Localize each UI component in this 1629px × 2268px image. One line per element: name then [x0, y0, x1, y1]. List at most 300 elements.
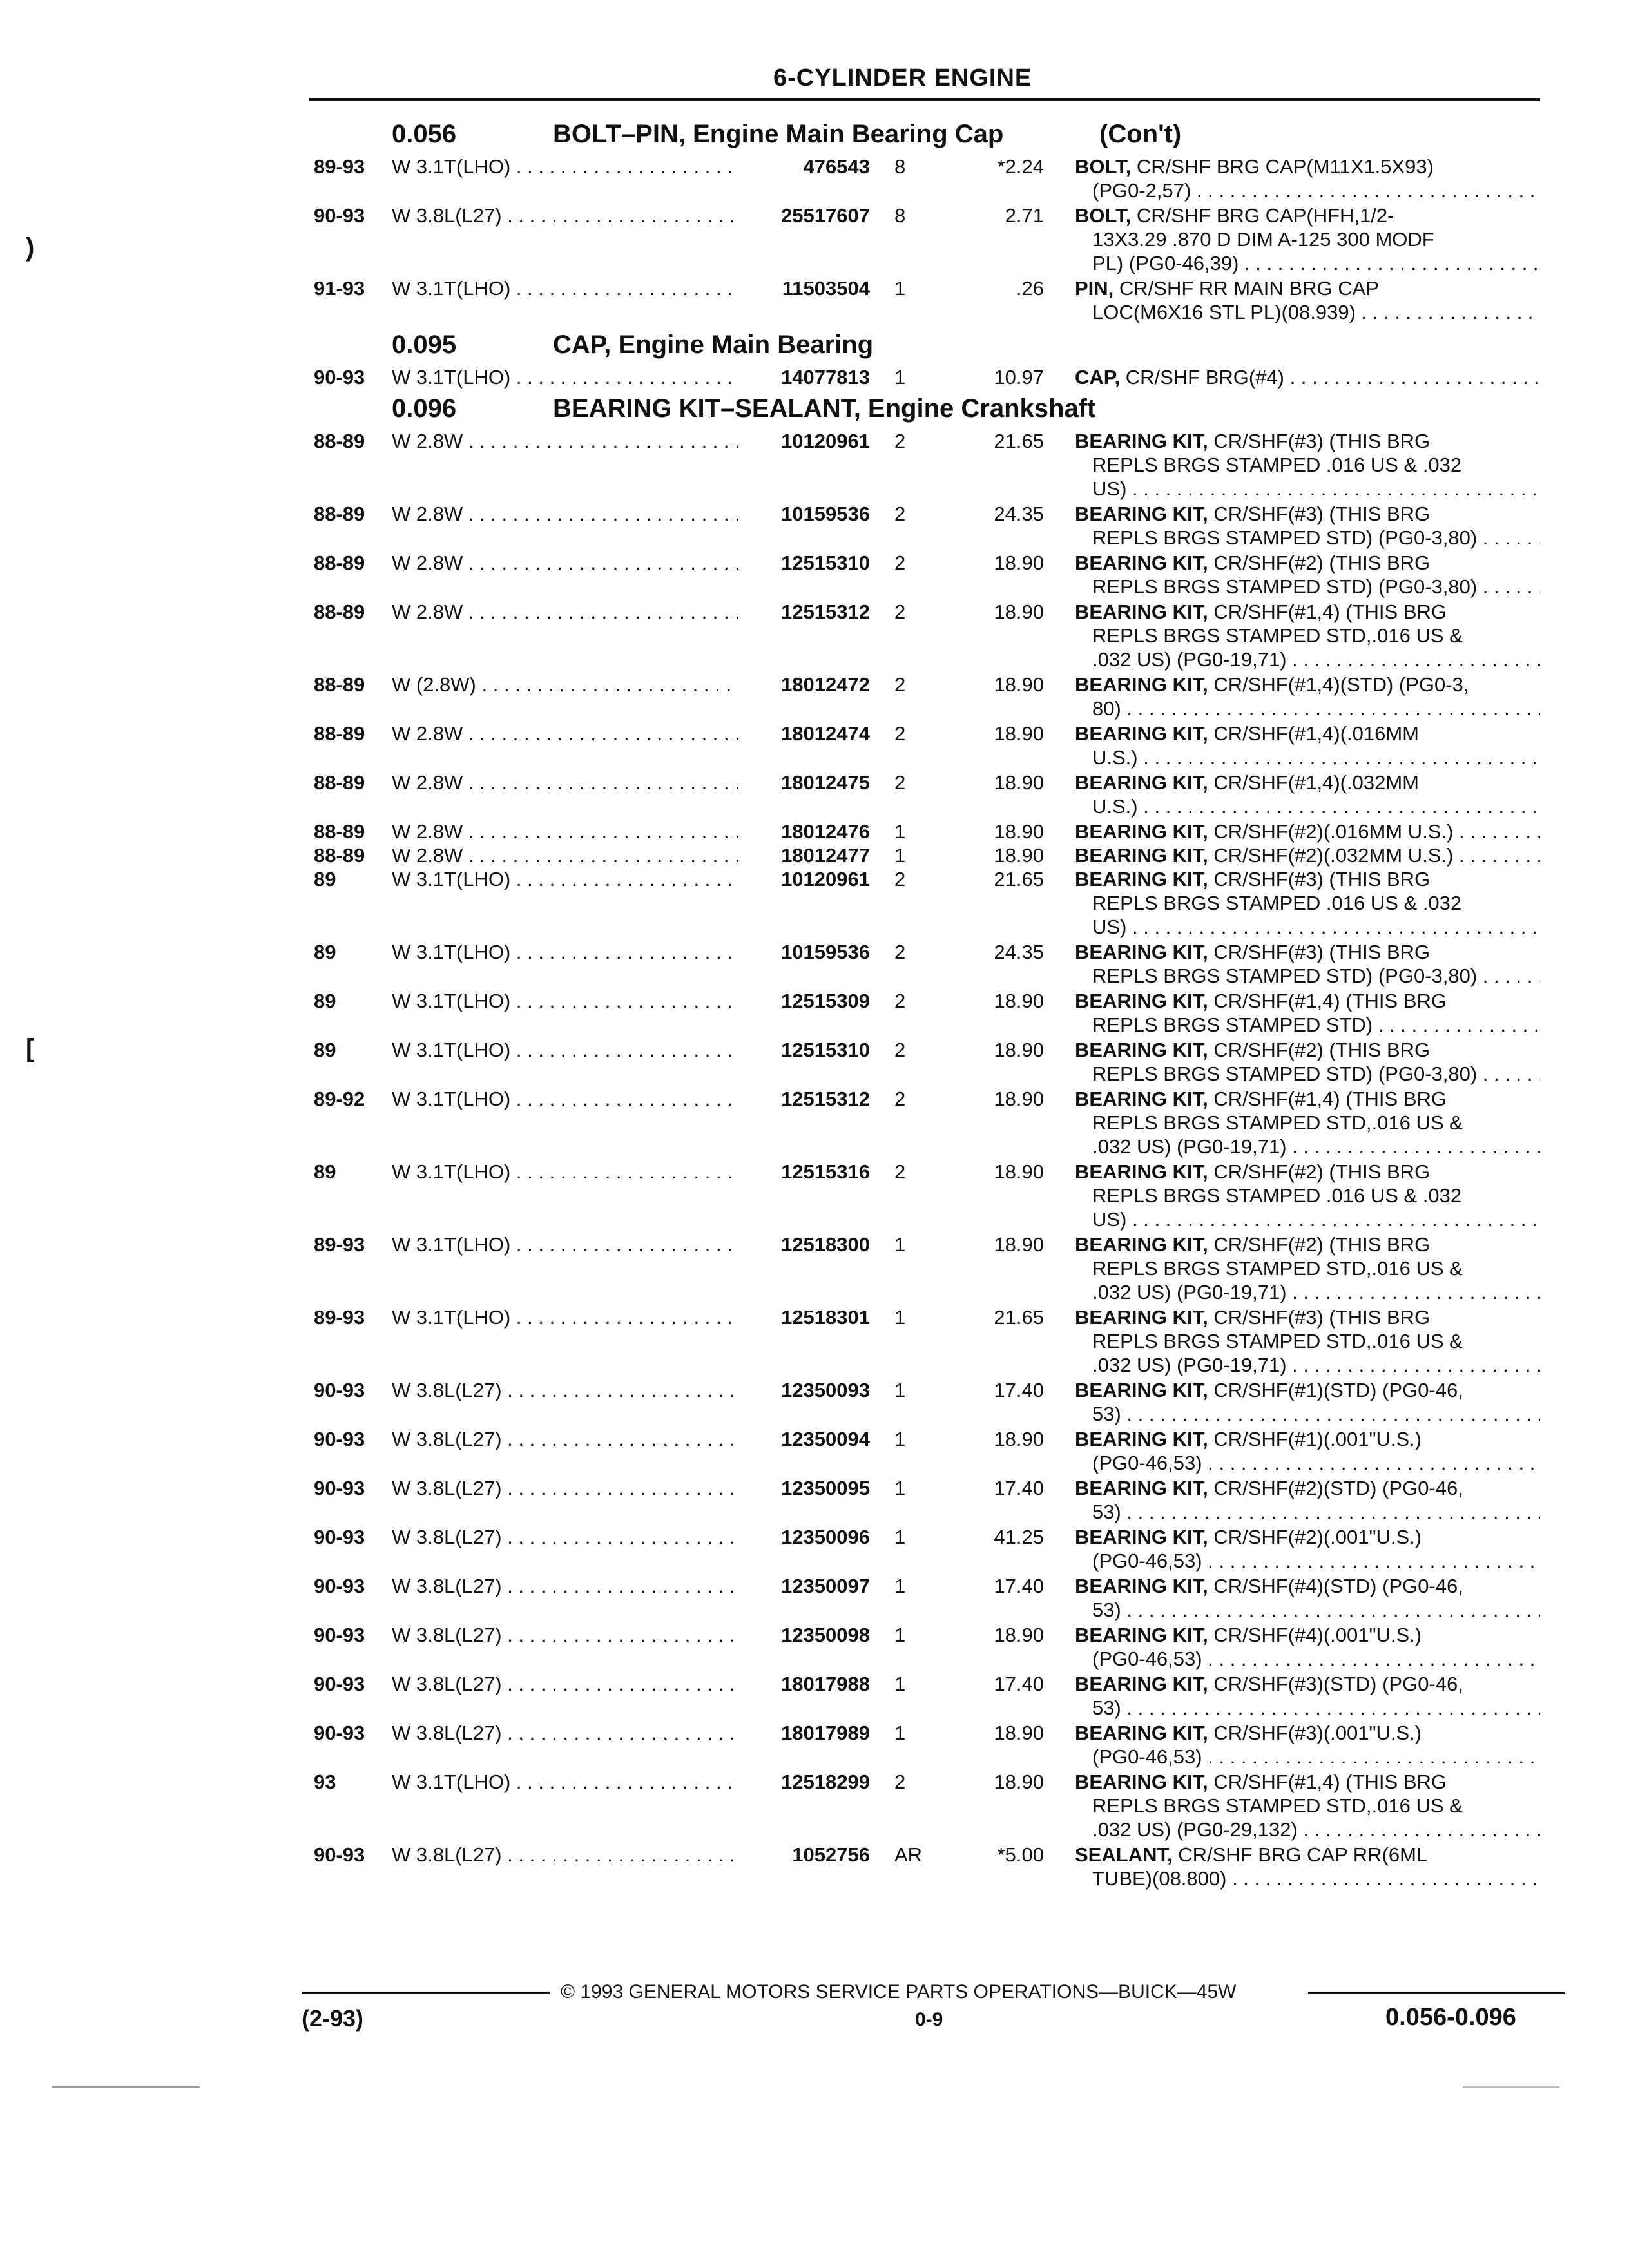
- model-year: 90-93: [314, 1575, 365, 1597]
- part-number: 18012474: [781, 722, 870, 745]
- description-keyword: PIN,: [1075, 277, 1114, 300]
- description-line: 13X3.29 .870 D DIM A-125 300 MODF: [1092, 228, 1434, 251]
- scan-smudge: [52, 2086, 200, 2088]
- model-year: 90-93: [314, 366, 365, 389]
- part-description: [1075, 1160, 1540, 1231]
- description-line: BEARING KIT, CR/SHF(#2) (THIS BRG: [1075, 1233, 1431, 1256]
- description-keyword: BEARING KIT,: [1075, 1526, 1208, 1548]
- vehicle-model: W 3.1T(LHO) . . .: [392, 1770, 738, 1794]
- vehicle-model: W 2.8W . . .: [392, 820, 738, 843]
- section-number: 0.056: [392, 120, 457, 148]
- description-line: BEARING KIT, CR/SHF(#3) (THIS BRG: [1075, 430, 1431, 452]
- part-description: [1075, 365, 1540, 389]
- quantity: 2: [894, 771, 906, 794]
- model-year: 88-89: [314, 601, 365, 623]
- quantity: 1: [894, 1673, 906, 1695]
- model-year: 91-93: [314, 277, 365, 300]
- part-number: 10159536: [781, 503, 870, 525]
- part-number: 12350098: [781, 1624, 870, 1646]
- part-number: 18012475: [781, 771, 870, 794]
- part-description: [1075, 1574, 1540, 1622]
- list-price: 18.90: [994, 1088, 1044, 1110]
- description-line: LOC(M6X16 STL PL)(08.939) . . .: [1075, 300, 1540, 324]
- description-keyword: BEARING KIT,: [1075, 990, 1208, 1012]
- list-price: 17.40: [994, 1477, 1044, 1499]
- description-line: 53) . . .: [1075, 1402, 1540, 1426]
- model-year: 90-93: [314, 1843, 365, 1866]
- vehicle-model: W 2.8W . . .: [392, 722, 738, 745]
- vehicle-model: W 2.8W . . .: [392, 771, 738, 794]
- model-year: 89-93: [314, 155, 365, 178]
- part-description: [1075, 771, 1540, 818]
- list-price: .26: [1016, 277, 1044, 300]
- description-line: .032 US) (PG0-19,71) . . .: [1075, 1280, 1540, 1304]
- vehicle-model: W 3.8L(L27) . . .: [392, 1721, 738, 1745]
- part-number: 12515312: [781, 601, 870, 623]
- part-description: [1075, 600, 1540, 671]
- description-line: REPLS BRGS STAMPED STD) (PG0-3,80) . . .: [1075, 526, 1540, 550]
- list-price: 24.35: [994, 503, 1044, 525]
- vehicle-model: W 3.1T(LHO) . . .: [392, 155, 738, 178]
- description-line: REPLS BRGS STAMPED .016 US & .032: [1092, 1184, 1462, 1207]
- description-keyword: BEARING KIT,: [1075, 722, 1208, 745]
- quantity: 1: [894, 1477, 906, 1499]
- description-line: BEARING KIT, CR/SHF(#2) (THIS BRG: [1075, 1160, 1431, 1183]
- model-year: 88-89: [314, 552, 365, 574]
- model-year: 89-93: [314, 1306, 365, 1329]
- description-line: BEARING KIT, CR/SHF(#2)(STD) (PG0-46,: [1075, 1477, 1463, 1499]
- quantity: 2: [894, 430, 906, 452]
- vehicle-model: W 3.1T(LHO) . . .: [392, 989, 738, 1013]
- description-line: BEARING KIT, CR/SHF(#3) (THIS BRG: [1075, 503, 1431, 525]
- model-year: 90-93: [314, 1379, 365, 1401]
- part-description: [1075, 843, 1540, 867]
- description-keyword: BEARING KIT,: [1075, 771, 1208, 794]
- part-description: [1075, 989, 1540, 1037]
- description-line: BEARING KIT, CR/SHF(#3)(.001"U.S.): [1075, 1722, 1422, 1744]
- footer-page-number: 0-9: [915, 2009, 943, 2030]
- vehicle-model: W 2.8W . . .: [392, 429, 738, 453]
- list-price: 18.90: [994, 820, 1044, 843]
- quantity: 1: [894, 844, 906, 867]
- description-line: .032 US) (PG0-29,132) . . .: [1075, 1818, 1540, 1841]
- part-description: [1075, 502, 1540, 550]
- part-number: 14077813: [781, 366, 870, 389]
- model-year: 90-93: [314, 1624, 365, 1646]
- quantity: 1: [894, 1306, 906, 1329]
- part-number: 12350094: [781, 1428, 870, 1450]
- quantity: 2: [894, 722, 906, 745]
- description-line: BEARING KIT, CR/SHF(#2)(.016MM U.S.) . . .: [1075, 820, 1540, 843]
- vehicle-model: W 3.1T(LHO) . . .: [392, 365, 738, 389]
- description-line: REPLS BRGS STAMPED .016 US & .032: [1092, 892, 1462, 914]
- part-description: [1075, 1476, 1540, 1524]
- part-description: [1075, 276, 1540, 324]
- description-line: REPLS BRGS STAMPED STD,.016 US &: [1092, 624, 1463, 647]
- model-year: 90-93: [314, 1673, 365, 1695]
- description-line: (PG0-2,57) . . .: [1075, 178, 1540, 202]
- description-line: (PG0-46,53) . . .: [1075, 1647, 1540, 1671]
- description-keyword: BEARING KIT,: [1075, 1039, 1208, 1061]
- quantity: 1: [894, 1526, 906, 1548]
- description-line: REPLS BRGS STAMPED STD) (PG0-3,80) . . .: [1075, 964, 1540, 988]
- part-number: 12515310: [781, 552, 870, 574]
- description-line: BEARING KIT, CR/SHF(#3) (THIS BRG: [1075, 941, 1431, 963]
- list-price: 21.65: [994, 430, 1044, 452]
- description-line: BEARING KIT, CR/SHF(#1,4)(.032MM: [1075, 771, 1419, 794]
- part-number: 12518300: [781, 1233, 870, 1256]
- quantity: AR: [894, 1843, 923, 1866]
- vehicle-model: W 3.8L(L27) . . .: [392, 1476, 738, 1500]
- vehicle-model: W 3.1T(LHO) . . .: [392, 940, 738, 964]
- description-keyword: BOLT,: [1075, 204, 1132, 227]
- list-price: *2.24: [997, 155, 1044, 178]
- quantity: 8: [894, 204, 906, 227]
- quantity: 2: [894, 990, 906, 1012]
- description-line: 53) . . .: [1075, 1500, 1540, 1524]
- description-line: BEARING KIT, CR/SHF(#2)(.032MM U.S.) . . .: [1075, 843, 1540, 867]
- vehicle-model: W 3.8L(L27) . . .: [392, 1843, 738, 1867]
- description-line: (PG0-46,53) . . .: [1075, 1549, 1540, 1573]
- description-line: BEARING KIT, CR/SHF(#1,4)(STD) (PG0-3,: [1075, 673, 1469, 696]
- part-description: [1075, 1427, 1540, 1475]
- part-description: [1075, 1721, 1540, 1769]
- part-number: 12518301: [781, 1306, 870, 1329]
- vehicle-model: W 3.8L(L27) . . .: [392, 1427, 738, 1451]
- part-description: [1075, 1843, 1540, 1890]
- description-keyword: BEARING KIT,: [1075, 820, 1208, 843]
- description-line: REPLS BRGS STAMPED .016 US & .032: [1092, 454, 1462, 476]
- description-keyword: BEARING KIT,: [1075, 1379, 1208, 1401]
- list-price: 18.90: [994, 1039, 1044, 1061]
- description-line: CAP, CR/SHF BRG(#4) . . .: [1075, 365, 1540, 389]
- quantity: 2: [894, 601, 906, 623]
- part-number: 25517607: [781, 204, 870, 227]
- part-description: [1075, 1378, 1540, 1426]
- section-number: 0.095: [392, 331, 457, 359]
- description-line: BEARING KIT, CR/SHF(#1)(STD) (PG0-46,: [1075, 1379, 1463, 1401]
- description-line: 53) . . .: [1075, 1598, 1540, 1622]
- vehicle-model: W 3.1T(LHO) . . .: [392, 276, 738, 300]
- model-year: 88-89: [314, 771, 365, 794]
- description-line: US) . . .: [1075, 915, 1540, 939]
- description-line: BEARING KIT, CR/SHF(#3)(STD) (PG0-46,: [1075, 1673, 1463, 1695]
- description-keyword: BEARING KIT,: [1075, 1428, 1208, 1450]
- part-number: 12350093: [781, 1379, 870, 1401]
- quantity: 2: [894, 1771, 906, 1793]
- list-price: 17.40: [994, 1379, 1044, 1401]
- description-line: REPLS BRGS STAMPED STD) . . .: [1075, 1013, 1540, 1037]
- scan-smudge: [1463, 2086, 1559, 2088]
- part-number: 18012472: [781, 673, 870, 696]
- description-keyword: BEARING KIT,: [1075, 1160, 1208, 1183]
- list-price: 18.90: [994, 1722, 1044, 1744]
- vehicle-model: W 3.1T(LHO) . . .: [392, 1087, 738, 1111]
- vehicle-model: W 3.8L(L27) . . .: [392, 1574, 738, 1598]
- quantity: 2: [894, 941, 906, 963]
- description-keyword: BEARING KIT,: [1075, 1624, 1208, 1646]
- list-price: 41.25: [994, 1526, 1044, 1548]
- model-year: 88-89: [314, 503, 365, 525]
- vehicle-model: W 2.8W . . .: [392, 502, 738, 526]
- description-line: PL) (PG0-46,39) . . .: [1075, 251, 1540, 275]
- description-line: .032 US) (PG0-19,71) . . .: [1075, 1135, 1540, 1158]
- vehicle-model: W 2.8W . . .: [392, 600, 738, 624]
- model-year: 88-89: [314, 820, 365, 843]
- description-keyword: BEARING KIT,: [1075, 1306, 1208, 1329]
- quantity: 2: [894, 868, 906, 890]
- model-year: 89-92: [314, 1088, 365, 1110]
- part-description: [1075, 940, 1540, 988]
- description-keyword: BEARING KIT,: [1075, 1673, 1208, 1695]
- description-keyword: BEARING KIT,: [1075, 1233, 1208, 1256]
- part-description: [1075, 722, 1540, 769]
- model-year: 89: [314, 1039, 336, 1061]
- description-line: U.S.) . . .: [1075, 745, 1540, 769]
- part-description: [1075, 551, 1540, 599]
- quantity: 1: [894, 1722, 906, 1744]
- part-description: [1075, 820, 1540, 843]
- description-line: REPLS BRGS STAMPED STD,.016 US &: [1092, 1111, 1463, 1134]
- description-line: TUBE)(08.800) . . .: [1075, 1867, 1540, 1890]
- list-price: 18.90: [994, 1624, 1044, 1646]
- description-line: .032 US) (PG0-19,71) . . .: [1075, 648, 1540, 671]
- margin-mark: ): [26, 233, 35, 262]
- vehicle-model: W 3.1T(LHO) . . .: [392, 1160, 738, 1184]
- description-line: BEARING KIT, CR/SHF(#3) (THIS BRG: [1075, 868, 1431, 890]
- part-description: [1075, 867, 1540, 939]
- vehicle-model: W 3.1T(LHO) . . .: [392, 1233, 738, 1256]
- vehicle-model: W 3.8L(L27) . . .: [392, 1378, 738, 1402]
- description-keyword: BEARING KIT,: [1075, 1088, 1208, 1110]
- description-keyword: BEARING KIT,: [1075, 601, 1208, 623]
- vehicle-model: W 3.1T(LHO) . . .: [392, 1305, 738, 1329]
- part-number: 18012477: [781, 844, 870, 867]
- part-description: [1075, 1038, 1540, 1086]
- description-line: BOLT, CR/SHF BRG CAP(HFH,1/2-: [1075, 204, 1394, 227]
- footer-rule-left: [302, 1992, 550, 1994]
- model-year: 88-89: [314, 722, 365, 745]
- model-year: 90-93: [314, 1526, 365, 1548]
- description-line: PIN, CR/SHF RR MAIN BRG CAP: [1075, 277, 1379, 300]
- model-year: 89-93: [314, 1233, 365, 1256]
- model-year: 89: [314, 990, 336, 1012]
- footer-rule-right: [1308, 1992, 1565, 1994]
- part-description: [1075, 1087, 1540, 1158]
- description-line: REPLS BRGS STAMPED STD,.016 US &: [1092, 1257, 1463, 1280]
- section-continued: (Con't): [1099, 120, 1182, 148]
- description-keyword: BEARING KIT,: [1075, 1722, 1208, 1744]
- section-title: BEARING KIT–SEALANT, Engine Crankshaft: [553, 394, 1096, 423]
- description-keyword: BEARING KIT,: [1075, 430, 1208, 452]
- quantity: 1: [894, 277, 906, 300]
- list-price: 2.71: [1005, 204, 1044, 227]
- description-line: SEALANT, CR/SHF BRG CAP RR(6ML: [1075, 1843, 1428, 1866]
- vehicle-model: W 3.8L(L27) . . .: [392, 1525, 738, 1549]
- description-line: U.S.) . . .: [1075, 794, 1540, 818]
- model-year: 88-89: [314, 844, 365, 867]
- vehicle-model: W 3.1T(LHO) . . .: [392, 867, 738, 891]
- part-number: 10120961: [781, 430, 870, 452]
- margin-mark: [: [26, 1034, 35, 1062]
- description-keyword: BOLT,: [1075, 155, 1132, 178]
- part-number: 18012476: [781, 820, 870, 843]
- model-year: 90-93: [314, 1477, 365, 1499]
- description-line: BEARING KIT, CR/SHF(#1,4)(.016MM: [1075, 722, 1419, 745]
- header-rule: [309, 98, 1540, 101]
- part-number: 12350095: [781, 1477, 870, 1499]
- description-line: (PG0-46,53) . . .: [1075, 1451, 1540, 1475]
- quantity: 2: [894, 673, 906, 696]
- list-price: 18.90: [994, 1428, 1044, 1450]
- list-price: 18.90: [994, 1160, 1044, 1183]
- part-description: [1075, 1672, 1540, 1720]
- list-price: 24.35: [994, 941, 1044, 963]
- model-year: 90-93: [314, 1722, 365, 1744]
- quantity: 1: [894, 366, 906, 389]
- description-line: BOLT, CR/SHF BRG CAP(M11X1.5X93): [1075, 155, 1434, 178]
- part-description: [1075, 1770, 1540, 1841]
- list-price: 18.90: [994, 1771, 1044, 1793]
- model-year: 93: [314, 1771, 336, 1793]
- part-description: [1075, 429, 1540, 501]
- vehicle-model: W 3.8L(L27) . . .: [392, 1672, 738, 1696]
- description-keyword: BEARING KIT,: [1075, 673, 1208, 696]
- model-year: 90-93: [314, 1428, 365, 1450]
- part-description: [1075, 1233, 1540, 1304]
- description-line: (PG0-46,53) . . .: [1075, 1745, 1540, 1769]
- quantity: 1: [894, 820, 906, 843]
- description-line: US) . . .: [1075, 477, 1540, 501]
- model-year: 89: [314, 941, 336, 963]
- description-keyword: SEALANT,: [1075, 1843, 1173, 1866]
- footer-date: (2-93): [302, 2005, 364, 2032]
- description-line: BEARING KIT, CR/SHF(#1,4) (THIS BRG: [1075, 601, 1447, 623]
- description-line: .032 US) (PG0-19,71) . . .: [1075, 1353, 1540, 1377]
- vehicle-model: W 3.1T(LHO) . . .: [392, 1038, 738, 1062]
- part-number: 10159536: [781, 941, 870, 963]
- quantity: 2: [894, 503, 906, 525]
- description-keyword: BEARING KIT,: [1075, 1575, 1208, 1597]
- part-number: 476543: [803, 155, 870, 178]
- quantity: 2: [894, 1088, 906, 1110]
- list-price: 17.40: [994, 1673, 1044, 1695]
- part-description: [1075, 1623, 1540, 1671]
- section-title: CAP, Engine Main Bearing: [553, 331, 874, 359]
- description-line: BEARING KIT, CR/SHF(#2) (THIS BRG: [1075, 1039, 1431, 1061]
- list-price: 18.90: [994, 1233, 1044, 1256]
- list-price: 18.90: [994, 552, 1044, 574]
- description-line: REPLS BRGS STAMPED STD,.016 US &: [1092, 1794, 1463, 1817]
- description-line: US) . . .: [1075, 1207, 1540, 1231]
- vehicle-model: W 3.8L(L27) . . .: [392, 204, 738, 227]
- list-price: 10.97: [994, 366, 1044, 389]
- part-number: 1052756: [792, 1843, 870, 1866]
- list-price: 17.40: [994, 1575, 1044, 1597]
- quantity: 1: [894, 1575, 906, 1597]
- model-year: 90-93: [314, 204, 365, 227]
- description-line: BEARING KIT, CR/SHF(#4)(STD) (PG0-46,: [1075, 1575, 1463, 1597]
- part-description: [1075, 1525, 1540, 1573]
- quantity: 1: [894, 1428, 906, 1450]
- part-number: 12518299: [781, 1771, 870, 1793]
- vehicle-model: W 3.8L(L27) . . .: [392, 1623, 738, 1647]
- description-line: REPLS BRGS STAMPED STD) (PG0-3,80) . . .: [1075, 1062, 1540, 1086]
- quantity: 8: [894, 155, 906, 178]
- description-keyword: BEARING KIT,: [1075, 1477, 1208, 1499]
- quantity: 1: [894, 1624, 906, 1646]
- part-description: [1075, 1305, 1540, 1377]
- model-year: 88-89: [314, 430, 365, 452]
- description-line: BEARING KIT, CR/SHF(#4)(.001"U.S.): [1075, 1624, 1422, 1646]
- list-price: 18.90: [994, 844, 1044, 867]
- description-line: BEARING KIT, CR/SHF(#2) (THIS BRG: [1075, 552, 1431, 574]
- part-number: 12350096: [781, 1526, 870, 1548]
- footer-copyright: © 1993 GENERAL MOTORS SERVICE PARTS OPERATIONS—BUICK—45W: [561, 1981, 1237, 2003]
- quantity: 1: [894, 1233, 906, 1256]
- description-keyword: BEARING KIT,: [1075, 552, 1208, 574]
- part-number: 12515310: [781, 1039, 870, 1061]
- description-line: BEARING KIT, CR/SHF(#2)(.001"U.S.): [1075, 1526, 1422, 1548]
- part-number: 12515312: [781, 1088, 870, 1110]
- part-number: 11503504: [782, 277, 870, 300]
- part-number: 10120961: [781, 868, 870, 890]
- model-year: 89: [314, 1160, 336, 1183]
- section-number: 0.096: [392, 394, 457, 423]
- description-line: BEARING KIT, CR/SHF(#1,4) (THIS BRG: [1075, 1088, 1447, 1110]
- list-price: 18.90: [994, 771, 1044, 794]
- part-number: 18017988: [781, 1673, 870, 1695]
- description-keyword: CAP,: [1075, 366, 1121, 389]
- description-keyword: BEARING KIT,: [1075, 868, 1208, 890]
- list-price: *5.00: [997, 1843, 1044, 1866]
- part-number: 12515309: [781, 990, 870, 1012]
- description-line: BEARING KIT, CR/SHF(#1,4) (THIS BRG: [1075, 990, 1447, 1012]
- page-header: 6-CYLINDER ENGINE: [773, 64, 1032, 91]
- list-price: 18.90: [994, 673, 1044, 696]
- section-title: BOLT–PIN, Engine Main Bearing Cap: [553, 120, 1004, 148]
- part-description: [1075, 673, 1540, 720]
- description-keyword: BEARING KIT,: [1075, 503, 1208, 525]
- description-line: REPLS BRGS STAMPED STD) (PG0-3,80) . . .: [1075, 575, 1540, 599]
- description-line: BEARING KIT, CR/SHF(#1,4) (THIS BRG: [1075, 1771, 1447, 1793]
- list-price: 21.65: [994, 1306, 1044, 1329]
- quantity: 2: [894, 1160, 906, 1183]
- quantity: 2: [894, 552, 906, 574]
- part-description: [1075, 204, 1540, 275]
- part-description: [1075, 155, 1540, 202]
- list-price: 18.90: [994, 722, 1044, 745]
- list-price: 21.65: [994, 868, 1044, 890]
- description-keyword: BEARING KIT,: [1075, 844, 1208, 867]
- list-price: 18.90: [994, 990, 1044, 1012]
- quantity: 1: [894, 1379, 906, 1401]
- vehicle-model: W (2.8W) . . .: [392, 673, 738, 697]
- footer-section-range: 0.056-0.096: [1385, 2004, 1516, 2031]
- description-line: 53) . . .: [1075, 1696, 1540, 1720]
- vehicle-model: W 2.8W . . .: [392, 843, 738, 867]
- part-number: 12350097: [781, 1575, 870, 1597]
- part-number: 12515316: [781, 1160, 870, 1183]
- description-keyword: BEARING KIT,: [1075, 941, 1208, 963]
- description-line: BEARING KIT, CR/SHF(#1)(.001"U.S.): [1075, 1428, 1422, 1450]
- list-price: 18.90: [994, 601, 1044, 623]
- vehicle-model: W 2.8W . . .: [392, 551, 738, 575]
- description-line: BEARING KIT, CR/SHF(#3) (THIS BRG: [1075, 1306, 1431, 1329]
- description-line: 80) . . .: [1075, 697, 1540, 720]
- model-year: 89: [314, 868, 336, 890]
- description-line: REPLS BRGS STAMPED STD,.016 US &: [1092, 1330, 1463, 1352]
